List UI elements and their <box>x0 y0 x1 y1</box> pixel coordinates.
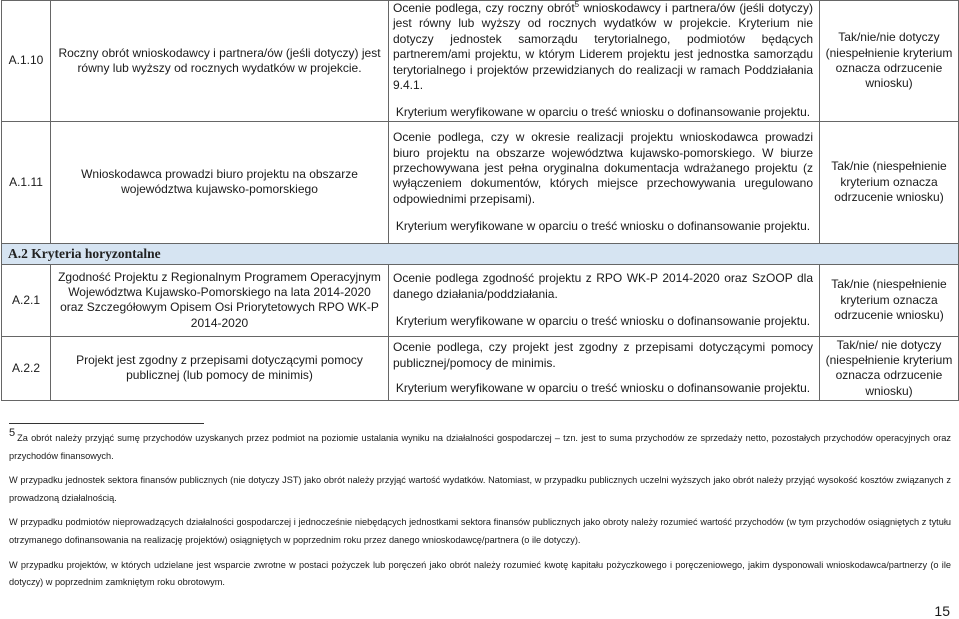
table-row <box>2 264 959 336</box>
criterion-description <box>389 1 820 122</box>
criterion-description <box>389 264 820 336</box>
criterion-assessment: Tak/nie/nie dotyczy (niespełnienie kryterium oznacza odrzucenie wniosku) <box>820 1 959 122</box>
criterion-id: A.1.10 <box>2 1 51 122</box>
criterion-description <box>389 336 820 400</box>
table-row <box>2 1 959 122</box>
section-header-row <box>2 243 959 264</box>
footnote-paragraph: 5 Za obrót należy przyjąć sumę przychodów uzyskanych przez podmiot na poziomie ustalania wyniku na działalności gospodarczej – tzn. jest to suma przychodów ze sprzedaży netto, pozostałych przychodów operacyjnych oraz przychodów finansowych. <box>9 427 951 461</box>
footnote-paragraph: W przypadku jednostek sektora finansów publicznych (nie dotyczy JST) jako obrót należy przyjąć wartość wydatków. Natomiast, w przypadku publicznych uczelni wyższych jako obrót należy przyjąć wysokość kosztów związanych z prowadzoną działalnością. <box>9 475 951 503</box>
criterion-name: Wnioskodawca prowadzi biuro projektu na obszarze województwa kujawsko-pomorskiego <box>51 121 389 243</box>
criterion-assessment: Tak/nie/ nie dotyczy (niespełnienie kryterium oznacza odrzucenie wniosku) <box>820 336 959 400</box>
criterion-description <box>389 121 820 243</box>
criterion-id: A.2.1 <box>2 264 51 336</box>
verification-note: Kryterium weryfikowane w oparciu o treść wniosku o dofinansowanie projektu. <box>395 105 811 120</box>
footnote-separator <box>9 423 204 424</box>
description-text: Ocenie podlega, czy roczny obrót$^5$ wnioskodawcy i partnera/ów (jeśli dotyczy) jest równy lub wyższy od rocznych wydatków w projekcie. Kryterium nie dotyczy jednostek samorządu terytorialnego, podmiotów będących partnerem/ami projektu, w którym Liderem projektu jest jednostka samorządu terytorialnego i projektów przewidzianych do realizacji w ramach Poddziałania 9.4.1. <box>393 0 813 93</box>
table-row <box>2 121 959 243</box>
verification-note: Kryterium weryfikowane w oparciu o treść wniosku o dofinansowanie projektu. <box>395 381 811 396</box>
footnote-number: 5 <box>9 427 16 439</box>
criterion-name: Projekt jest zgodny z przepisami dotyczącymi pomocy publicznej (lub pomocy de minimis) <box>51 336 389 400</box>
verification-note: Kryterium weryfikowane w oparciu o treść wniosku o dofinansowanie projektu. <box>395 314 811 329</box>
criterion-id: A.2.2 <box>2 336 51 400</box>
description-text: Ocenie podlega zgodność projektu z RPO WK-P 2014-2020 oraz SzOOP dla danego działania/poddziałania. <box>393 271 813 301</box>
criterion-name: Zgodność Projektu z Regionalnym Programem Operacyjnym Województwa Kujawsko-Pomorskiego na lata 2014-2020 oraz Szczegółowym Opisem Osi Priorytetowych RPO WK-P 2014-2020 <box>51 264 389 336</box>
footnote-ref[interactable]: 5 <box>574 0 580 9</box>
criterion-id: A.1.11 <box>2 121 51 243</box>
verification-note: Kryterium weryfikowane w oparciu o treść wniosku o dofinansowanie projektu. <box>395 219 811 234</box>
criterion-name: Roczny obrót wnioskodawcy i partnera/ów (jeśli dotyczy) jest równy lub wyższy od rocznych wydatków w projekcie. <box>51 1 389 122</box>
criterion-assessment: Tak/nie (niespełnienie kryterium oznacza odrzucenie wniosku) <box>820 121 959 243</box>
description-text: Ocenie podlega, czy w okresie realizacji projektu wnioskodawca prowadzi biuro projektu na obszarze województwa kujawsko-pomorskiego. W biurze przechowywana jest pełna oryginalna dokumentacja wdrażanego projektu (z wyłączeniem dokumentów, których miejsce przechowywania uregulowano odpowiednimi przepisami). <box>393 130 813 206</box>
footnote-paragraph: W przypadku projektów, w których udzielane jest wsparcie zwrotne w postaci pożyczek lub poręczeń jako obrót należy rozumieć kwotę kapitału pożyczkowego i poręczeniowego, jakim dysponowali wnioskodawca/partnerzy (o ile dotyczy) w poprzednim zamkniętym roku obrotowym. <box>9 559 951 588</box>
table-row <box>2 336 959 400</box>
criterion-assessment: Tak/nie (niespełnienie kryterium oznacza odrzucenie wniosku) <box>820 264 959 336</box>
footnote-paragraph: W przypadku podmiotów nieprowadzących działalności gospodarczej i jednocześnie niebędących jednostkami sektora finansów publicznych jako obroty należy rozumieć wartość przychodów (w tym przychodów osiągniętych z tytułu otrzymanego dofinansowania na realizację projektów) osiągniętych w poprzednim roku przez danego wnioskodawcę/partnera (o ile dotyczy). <box>9 517 951 545</box>
footnotes <box>9 423 951 599</box>
section-header: A.2 Kryteria horyzontalne <box>2 243 959 264</box>
page-number: 15 <box>934 603 950 619</box>
criteria-table <box>1 0 959 401</box>
description-text: Ocenie podlega, czy projekt jest zgodny z przepisami dotyczącymi pomocy publicznej/pomocy de minimis. <box>393 340 813 370</box>
